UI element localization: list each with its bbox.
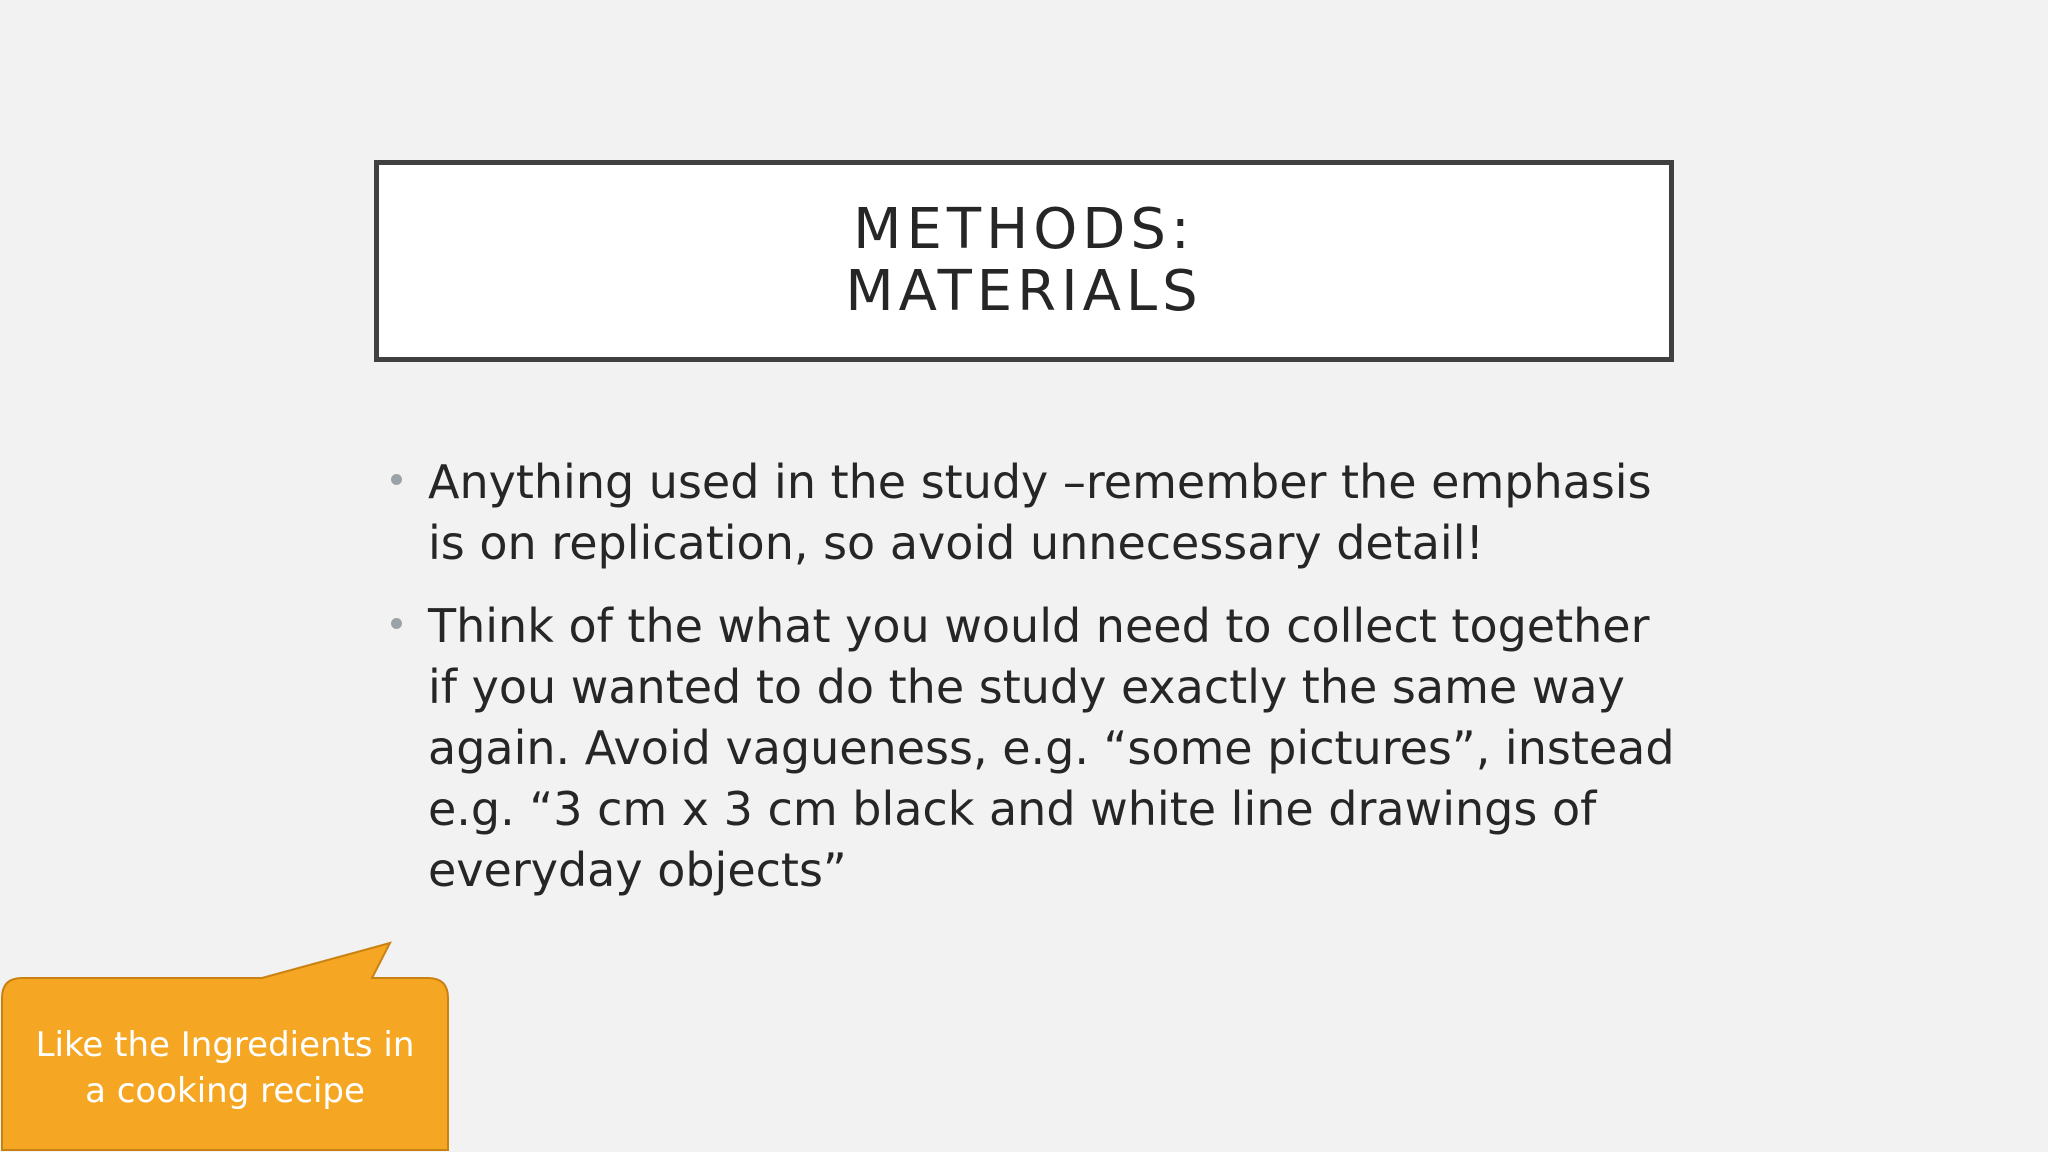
title-line-2: MATERIALS xyxy=(845,259,1203,324)
bullet-item xyxy=(388,452,1678,574)
title-box xyxy=(374,160,1674,362)
speech-callout xyxy=(0,940,450,1152)
bullet-dot-icon xyxy=(391,474,402,485)
bullet-text: Anything used in the study –remember the emphasis is on replication, so avoid unnecessary detail! xyxy=(428,455,1652,570)
callout-line-2: a cooking recipe xyxy=(85,1071,365,1111)
bullet-text: Think of the what you would need to collect together if you wanted to do the study exactly the same way again. Avoid vagueness, e.g. “some pictures”, instead e.g. “3 cm x 3 cm black and white line drawings of everyday objects” xyxy=(428,599,1675,897)
bullet-list xyxy=(388,452,1678,923)
bullet-dot-icon xyxy=(391,618,402,629)
bullet-item xyxy=(388,596,1678,901)
title-line-1: METHODS: xyxy=(853,197,1195,262)
callout-line-1: Like the Ingredients in xyxy=(35,1025,415,1065)
callout-text xyxy=(0,1022,450,1114)
